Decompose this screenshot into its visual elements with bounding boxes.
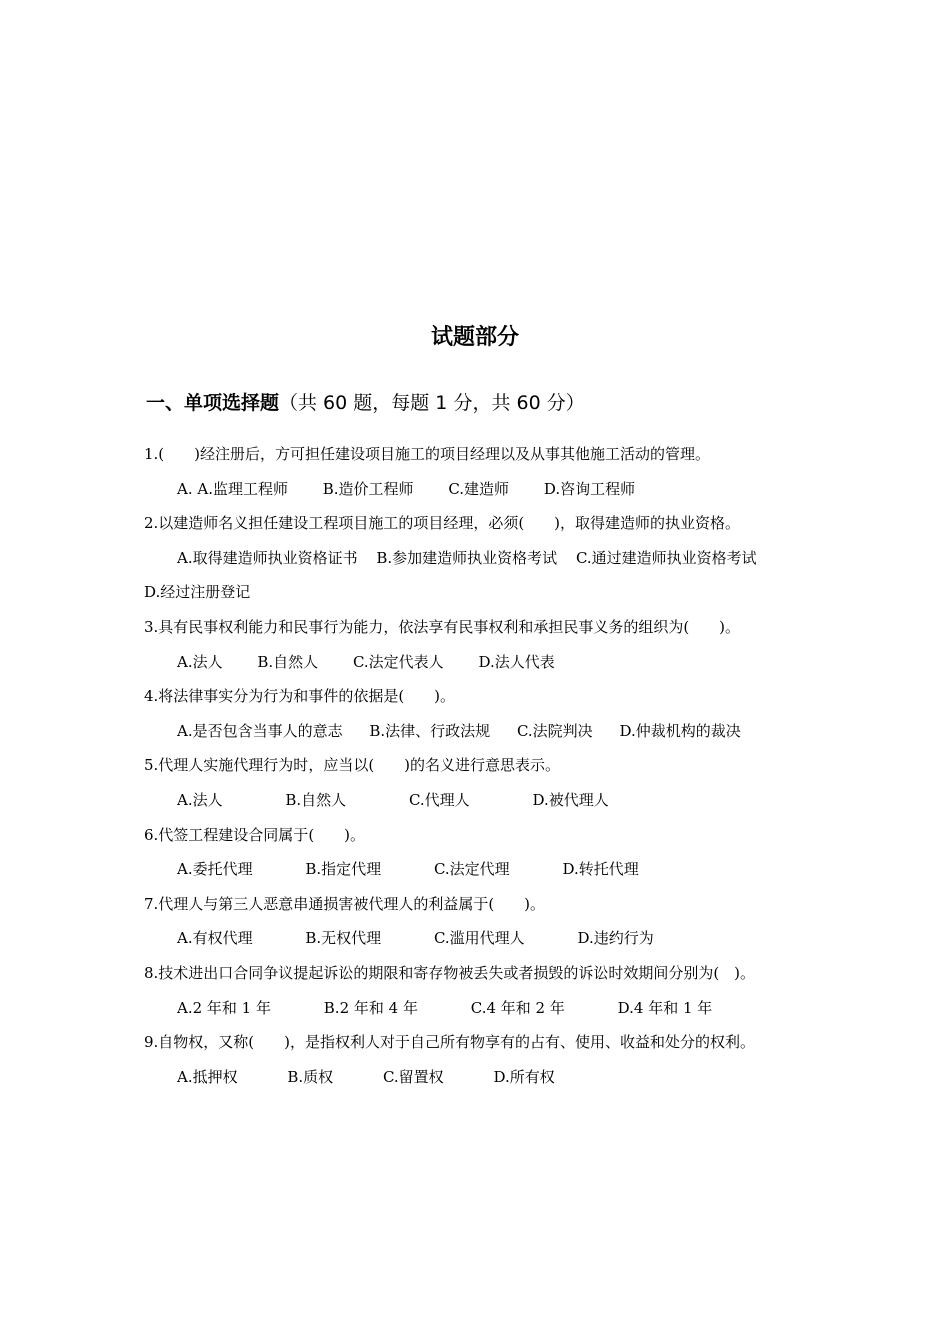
question-list	[144, 437, 814, 1094]
option-d: D.转托代理	[562, 860, 639, 879]
option-a: A.法人	[177, 652, 223, 671]
question-stem: 6.代签工程建设合同属于( )。	[144, 825, 366, 844]
option-c: C.留置权	[382, 1067, 444, 1086]
section-heading-note: （共 60 题，每题 1 分，共 60 分）	[279, 392, 585, 414]
option-d: D.被代理人	[532, 790, 609, 809]
section-heading-label: 一、单项选择题	[146, 392, 280, 414]
option-c: C.建造师	[448, 479, 510, 498]
question-options	[144, 991, 814, 1026]
question-options	[144, 852, 814, 887]
option-b: B.质权	[287, 1067, 334, 1086]
option-d: D.咨询工程师	[543, 479, 636, 498]
question-options	[144, 645, 814, 680]
option-b: B.自然人	[257, 652, 319, 671]
option-c: C.法定代理	[433, 860, 510, 879]
question-options	[144, 472, 814, 507]
option-b: B.法律、行政法规	[369, 721, 491, 740]
option-c: C.法定代表人	[352, 652, 444, 671]
question-options	[144, 783, 814, 818]
option-d: D.经过注册登记	[144, 583, 251, 602]
question-3	[144, 610, 814, 679]
option-a: A.有权代理	[177, 929, 253, 948]
option-b: B.造价工程师	[322, 479, 414, 498]
question-7	[144, 887, 814, 956]
option-d: D.仲裁机构的裁决	[619, 721, 741, 740]
option-a: A.法人	[177, 790, 223, 809]
option-d: D.法人代表	[478, 652, 555, 671]
question-options	[144, 541, 814, 576]
question-1	[144, 437, 814, 506]
option-b: B.无权代理	[305, 929, 382, 948]
question-9	[144, 1025, 814, 1094]
option-a: A.抵押权	[177, 1067, 238, 1086]
section-heading	[146, 388, 585, 418]
option-a: A.是否包含当事人的意志	[177, 721, 343, 740]
option-c: C.通过建造师执业资格考试	[575, 548, 757, 567]
option-c: C.代理人	[408, 790, 470, 809]
option-d: D.所有权	[493, 1067, 555, 1086]
option-c: C.法院判决	[516, 721, 593, 740]
question-options	[144, 921, 814, 956]
option-a: A.2 年和 1 年	[177, 998, 271, 1017]
option-c: C.4 年和 2 年	[470, 998, 565, 1017]
question-stem: 4.将法律事实分为行为和事件的依据是( )。	[144, 687, 456, 706]
question-2	[144, 506, 814, 610]
question-stem: 9.自物权，又称( )，是指权利人对于自己所有物享有的占有、使用、收益和处分的权利。	[144, 1033, 756, 1052]
question-stem: 7.代理人与第三人恶意串通损害被代理人的利益属于( )。	[144, 894, 546, 913]
question-options	[144, 1060, 814, 1095]
option-b: B.2 年和 4 年	[323, 998, 418, 1017]
question-stem: 3.具有民事权利能力和民事行为能力，依法享有民事权利和承担民事义务的组织为( )。	[144, 617, 741, 636]
option-a: A.委托代理	[177, 860, 253, 879]
option-c: C.滥用代理人	[433, 929, 525, 948]
question-stem: 5.代理人实施代理行为时，应当以( )的名义进行意思表示。	[144, 756, 561, 775]
page-title: 试题部分	[430, 325, 519, 350]
question-stem: 8.技术进出口合同争议提起诉讼的期限和寄存物被丢失或者损毁的诉讼时效期间分别为( )。	[144, 963, 756, 982]
question-stem: 2.以建造师名义担任建设工程项目施工的项目经理，必须( )，取得建造师的执业资格。	[144, 514, 741, 533]
question-stem: 1.( )经注册后，方可担任建设项目施工的项目经理以及从事其他施工活动的管理。	[144, 445, 711, 463]
question-4	[144, 679, 814, 748]
question-options	[144, 714, 814, 749]
question-6	[144, 818, 814, 887]
question-5	[144, 748, 814, 817]
option-a: A. A.监理工程师	[177, 479, 288, 498]
option-b: B.指定代理	[305, 860, 382, 879]
option-a: A.取得建造师执业资格证书	[177, 548, 358, 567]
option-d: D.4 年和 1 年	[617, 998, 713, 1017]
option-d: D.违约行为	[577, 929, 654, 948]
option-b: B.参加建造师执业资格考试	[376, 548, 558, 567]
option-b: B.自然人	[285, 790, 347, 809]
question-8	[144, 956, 814, 1025]
